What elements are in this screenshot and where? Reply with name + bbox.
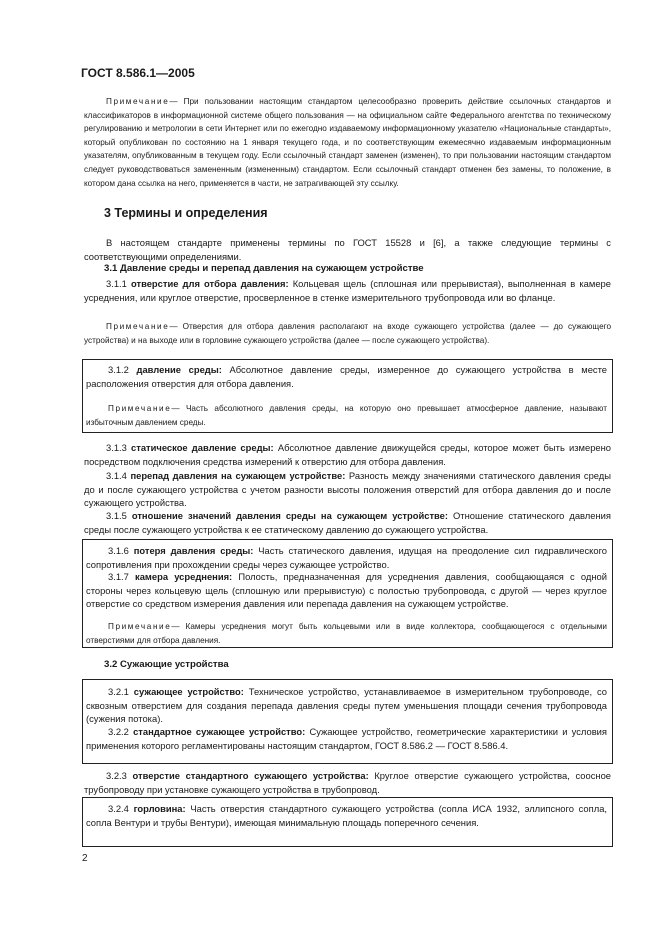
section-intro: В настоящем стандарте применены термины по ГОСТ 15528 и [6], а также следующие термины с соответствующими определениями. (84, 237, 611, 262)
term-name: отверстие для отбора давления: (130, 278, 289, 289)
page-number: 2 (82, 853, 88, 864)
term-3-1-3: 3.1.3 статическое давление среды: Абсолютное давление движущейся среды, которое может быть измерено посредством подключения средства измерений к отверстию для отбора давления. (84, 442, 612, 467)
term-3-1-1: 3.1.1 отверстие для отбора давления: Кольцевая щель (сплошная или прерывистая), выполненная в камере усреднения, или круглое отверстие, просверленное в стенке измерительного трубопровода или во фланце. (84, 278, 611, 303)
term-3-1-6: 3.1.6 потеря давления среды: Часть статического давления, идущая на преодоление сил гидравлического сопротивления при прохождении среды через сужающее устройство. (86, 545, 608, 570)
section-3-title: 3 Термины и определения (104, 206, 268, 220)
subsection-3-2-title: 3.2 Сужающие устройства (104, 659, 229, 670)
term-name: отношение значений давления среды на сужающем устройстве: (131, 510, 449, 521)
term-3-2-2: 3.2.2 стандартное сужающее устройство: Сужающее устройство, геометрические характеристики и условия применения которого регламентированы настоящим стандартом, ГОСТ 8.586.2 — ГОСТ 8.586.4. (86, 726, 607, 751)
term-box-3-2-1 (82, 679, 613, 764)
term-3-2-4: 3.2.4 горловина: Часть отверстия стандартного сужающего устройства (сопла ИСА 1932, эллипсного сопла, сопла Вентури и трубы Вентури), имеющая минимальную площадь поперечного сечения. (86, 803, 608, 828)
note-text: — При пользовании настоящим стандартом целесообразно проверить действие ссылочных стандартов и классификаторов в информационной системе общего пользования — на официальном сайте Федерального агентства по техническому регулированию и метрологии в сети Интернет или по ежегодно издаваемому информационному указателю «Национальные стандарты», который опубликован по состоянию на 1 января текущего года, и по соответствующим ежемесячно издаваемым информационным указателям, опубликованным в текущем году. Если ссылочный стандарт заменен (изменен), то при пользовании настоящим стандартом следует руководствоваться замененным (измененным) стандартом. Если ссылочный стандарт отменен без замены, то положение, в котором дана ссылка на него, применяется в части, не затрагивающей эту ссылку. (84, 97, 611, 188)
term-3-1-7: 3.1.7 камера усреднения: Полость, предназначенная для усреднения давления, сообщающаяся с одной стороны через кольцевую щель (сплошную или прерывистую) с полостью трубопровода, с другой — через круглое отверстие со средством измерения давления или перепада давления на сужающем устройстве. (86, 571, 607, 610)
term-box-3-2-4 (82, 797, 613, 847)
term-3-2-1: 3.2.1 сужающее устройство: Техническое устройство, устанавливаемое в измерительном трубопроводе, со сквозным отверстием для создания перепада давления среды путем уменьшения площади сечения трубопровода (сужения потока). (86, 686, 607, 725)
term-box-3-1-6 (82, 539, 613, 648)
term-3-1-2: 3.1.2 давление среды: Абсолютное давление среды, измеренное до сужающего устройства в месте расположения отверстия для отбора давления. (86, 364, 607, 389)
note-3-1-2: Примечание— Часть абсолютного давления среды, на которую оно превышает атмосферное давление, называют избыточным давлением среды. (86, 404, 607, 427)
note-label: Примечание (106, 97, 170, 106)
note-3-1-7: Примечание— Камеры усреднения могут быть кольцевыми или в виде коллектора, сообщающегося с отдельными отверстиями для отбора давления. (86, 622, 607, 645)
subsection-3-1-title: 3.1 Давление среды и перепад давления на сужающем устройстве (104, 263, 424, 274)
term-name: перепад давления на сужающем устройстве: (130, 470, 346, 481)
term-name: сужающее устройство: (133, 686, 244, 697)
term-name: стандартное сужающее устройство: (133, 726, 306, 737)
term-3-2-3: 3.2.3 отверстие стандартного сужающего устройства: Круглое отверстие сужающего устройства, соосное трубопроводу при установке сужающего устройства в трубопровод. (84, 770, 612, 795)
term-name: отверстие стандартного сужающего устройства: (132, 770, 369, 781)
term-name: камера усреднения: (135, 571, 233, 582)
note-intro (84, 95, 611, 190)
term-3-1-4: 3.1.4 перепад давления на сужающем устройстве: Разность между значениями статического давления среды до и после сужающего устройства с учетом разности высоты положения отверстий для отбора давления до и после сужающего устройства. (84, 470, 611, 509)
term-3-1-5: 3.1.5 отношение значений давления среды на сужающем устройстве: Отношение статического давления среды после сужающего устройства к ее статическому давлению до сужающего устройства. (84, 510, 611, 535)
note-3-1-1: Примечание— Отверстия для отбора давления располагают на входе сужающего устройства (далее — до сужающего устройства) и на выходе или в горловине сужающего устройства (далее — после сужающего устройства). (84, 322, 611, 345)
document-header: ГОСТ 8.586.1—2005 (81, 66, 195, 80)
term-name: потеря давления среды: (133, 545, 254, 556)
term-box-3-1-2 (82, 359, 613, 433)
term-name: статическое давление среды: (131, 442, 274, 453)
term-name: горловина: (133, 803, 186, 814)
term-name: давление среды: (136, 364, 222, 375)
